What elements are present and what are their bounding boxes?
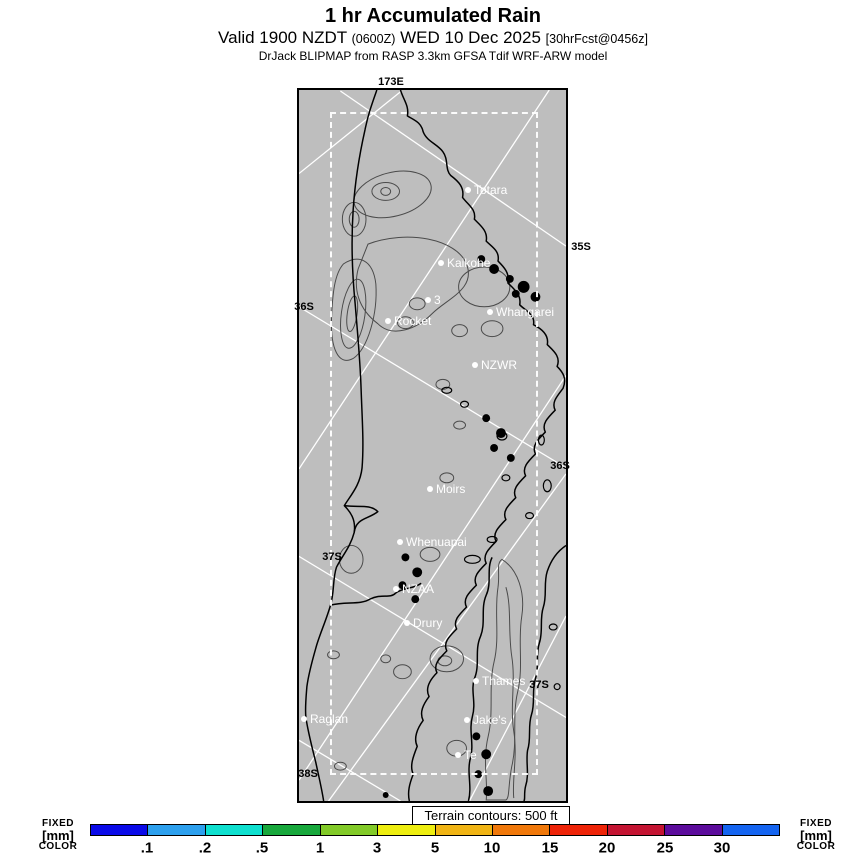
site-marker xyxy=(393,582,434,596)
site-dot-icon xyxy=(404,620,410,626)
lat-label: 36S xyxy=(294,301,314,313)
site-dot-icon xyxy=(397,539,403,545)
graticule-lines xyxy=(299,90,566,801)
colorbar-caption-line: COLOR xyxy=(38,841,78,852)
colorbar-segment xyxy=(378,825,435,835)
colorbar-tick: 5 xyxy=(430,839,440,857)
colorbar-tick: .2 xyxy=(198,839,212,857)
site-marker xyxy=(455,748,477,762)
colorbar-segment xyxy=(263,825,320,835)
site-dot-icon xyxy=(472,362,478,368)
site-marker xyxy=(473,674,525,688)
site-label: Jake's xyxy=(473,713,507,727)
site-dot-icon xyxy=(473,678,479,684)
site-label: Drury xyxy=(413,616,443,630)
lat-label: 36S xyxy=(550,460,570,472)
site-dot-icon xyxy=(385,318,391,324)
site-marker xyxy=(301,712,348,726)
site-dot-icon xyxy=(465,187,471,193)
valid-main-2: WED 10 Dec 2025 xyxy=(400,28,541,47)
colorbar-segment xyxy=(493,825,550,835)
site-dot-icon xyxy=(393,586,399,592)
valid-utc: (0600Z) xyxy=(351,32,396,46)
colorbar-segment xyxy=(206,825,263,835)
site-label: Totara xyxy=(474,183,508,197)
colorbar-segment xyxy=(91,825,148,835)
site-dot-icon xyxy=(487,309,493,315)
colorbar-segment xyxy=(665,825,722,835)
site-marker xyxy=(464,713,507,727)
colorbar-tick: 10 xyxy=(483,839,501,857)
header xyxy=(0,4,850,64)
colorbar-tick: 3 xyxy=(372,839,382,857)
forecast-cycle: [30hrFcst@0456z] xyxy=(545,32,648,46)
site-dot-icon xyxy=(455,752,461,758)
site-label: 3 xyxy=(434,293,441,307)
site-dot-icon xyxy=(464,717,470,723)
colorbar-caption-right xyxy=(786,819,846,852)
colorbar-segment xyxy=(723,825,779,835)
site-dot-icon xyxy=(301,716,307,722)
lat-label: 38S xyxy=(298,768,318,780)
site-marker xyxy=(487,305,554,319)
lat-label: 35S xyxy=(571,241,591,253)
site-label: Moirs xyxy=(436,482,466,496)
site-dot-icon xyxy=(438,260,444,266)
site-dot-icon xyxy=(427,486,433,492)
site-label: NZWR xyxy=(481,358,517,372)
site-marker xyxy=(404,616,442,630)
terrain-contours-note: Terrain contours: 500 ft xyxy=(412,806,570,825)
site-marker xyxy=(427,482,465,496)
colorbar-segment xyxy=(550,825,607,835)
site-marker xyxy=(397,535,467,549)
colorbar-caption-left xyxy=(28,819,88,852)
colorbar-units-label: [mm] xyxy=(42,828,74,843)
site-label: Te xyxy=(464,748,477,762)
site-label: Whenuapai xyxy=(406,535,467,549)
colorbar-segment xyxy=(148,825,205,835)
colorbar-caption-line: COLOR xyxy=(796,841,836,852)
site-marker xyxy=(472,358,517,372)
colorbar-tick: 15 xyxy=(541,839,559,857)
site-marker xyxy=(465,183,507,197)
map-panel xyxy=(297,88,568,803)
page-title: 1 hr Accumulated Rain xyxy=(325,5,541,27)
model-attribution-line: DrJack BLIPMAP from RASP 3.3km GFSA Tdif WRF-ARW model xyxy=(258,49,608,63)
site-marker xyxy=(385,314,431,328)
colorbar-segment xyxy=(321,825,378,835)
colorbar-tick: .5 xyxy=(255,839,269,857)
site-dot-icon xyxy=(425,297,431,303)
site-label: Whangarei xyxy=(496,305,555,319)
lat-label: 37S xyxy=(322,551,342,563)
colorbar-tick: .1 xyxy=(140,839,154,857)
colorbar-tick: 30 xyxy=(713,839,731,857)
colorbar-segment xyxy=(608,825,665,835)
site-label: Kaikohe xyxy=(447,256,491,270)
valid-time-line xyxy=(0,28,850,49)
site-marker xyxy=(425,293,441,307)
map-canvas xyxy=(299,90,566,801)
site-marker xyxy=(438,256,490,270)
colorbar-tick: 25 xyxy=(656,839,674,857)
colorbar-tick: 20 xyxy=(598,839,616,857)
colorbar-caption-line: FIXED xyxy=(42,818,74,829)
site-label: Raglan xyxy=(310,712,349,726)
colorbar-segment xyxy=(436,825,493,835)
valid-main-1: Valid 1900 NZDT xyxy=(218,28,347,47)
colorbar-units-label: [mm] xyxy=(800,828,832,843)
colorbar-tick: 1 xyxy=(315,839,325,857)
colorbar-caption-line: FIXED xyxy=(800,818,832,829)
site-label: Thames xyxy=(482,674,526,688)
site-label: Rocket xyxy=(394,314,432,328)
lon-label: 173E xyxy=(378,76,404,88)
lat-label: 37S xyxy=(529,679,549,691)
site-label: NZAA xyxy=(402,582,435,596)
rain-colorbar xyxy=(90,824,780,836)
